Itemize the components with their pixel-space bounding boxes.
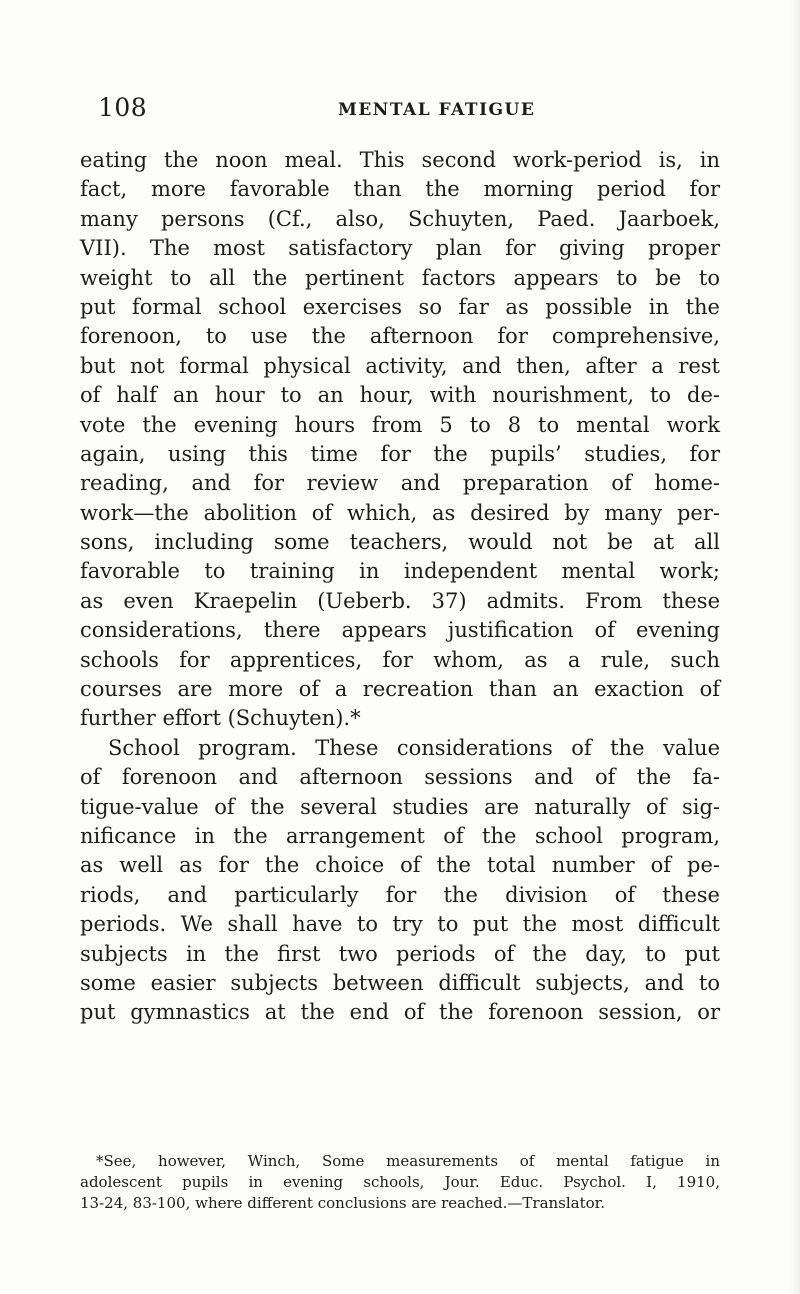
text-line: tigue-value of the several studies are naturally of sig- (80, 794, 720, 819)
text-line: but not formal physical activity, and then, after a rest (80, 353, 720, 378)
text-line: reading, and for review and preparation of home- (80, 471, 720, 496)
text-line: favorable to training in independent mental work; (80, 559, 720, 584)
text-line: as even Kraepelin (Ueberb. 37) admits. From these (80, 588, 720, 613)
page-edge-shadow (790, 0, 800, 1294)
page-number: 108 (98, 93, 148, 122)
text-line: schools for apprentices, for whom, as a rule, such (80, 647, 720, 672)
text-line: School program. These considerations of the value (108, 735, 720, 760)
text-line: vote the evening hours from 5 to 8 to mental work (80, 412, 720, 437)
text-line: put formal school exercises so far as possible in the (80, 294, 720, 319)
text-line: nificance in the arrangement of the school program, (80, 823, 720, 848)
footnote-line: 13-24, 83-100, where different conclusions are reached.—Translator. (80, 1193, 605, 1212)
text-line: further effort (Schuyten).* (80, 706, 361, 731)
running-head: MENTAL FATIGUE (338, 100, 536, 120)
footnote (80, 1151, 720, 1213)
text-line: VII). The most satisfactory plan for giving proper (80, 236, 720, 261)
text-line: many persons (Cf., also, Schuyten, Paed. Jaarboek, (80, 206, 720, 231)
footnote-line: adolescent pupils in evening schools, Jour. Educ. Psychol. I, 1910, (80, 1172, 720, 1191)
text-line: riods, and particularly for the division of these (80, 882, 720, 907)
footnote-line: *See, however, Winch, Some measurements of mental fatigue in (96, 1152, 720, 1170)
text-line: sons, including some teachers, would not be at all (80, 530, 720, 555)
text-line: of forenoon and afternoon sessions and of the fa- (80, 765, 720, 790)
body-text (80, 146, 720, 1028)
text-line: work—the abolition of which, as desired by many per- (80, 500, 720, 525)
text-line: periods. We shall have to try to put the most difficult (80, 912, 720, 937)
text-line: eating the noon meal. This second work-period is, in (80, 148, 720, 172)
text-line: subjects in the first two periods of the day, to put (80, 941, 720, 966)
text-line: as well as for the choice of the total number of pe- (80, 853, 720, 878)
text-line: some easier subjects between difficult subjects, and to (80, 970, 720, 995)
text-line: again, using this time for the pupils’ studies, for (80, 441, 720, 466)
page-header (98, 92, 738, 128)
text-line: forenoon, to use the afternoon for comprehensive, (80, 324, 720, 349)
text-line: courses are more of a recreation than an exaction of (80, 677, 720, 702)
text-line: put gymnastics at the end of the forenoon session, or (80, 1000, 720, 1025)
text-line: fact, more favorable than the morning period for (80, 177, 720, 202)
text-line: of half an hour to an hour, with nourishment, to de- (80, 383, 720, 408)
text-line: considerations, there appears justification of evening (80, 618, 720, 643)
text-line: weight to all the pertinent factors appears to be to (80, 265, 720, 290)
